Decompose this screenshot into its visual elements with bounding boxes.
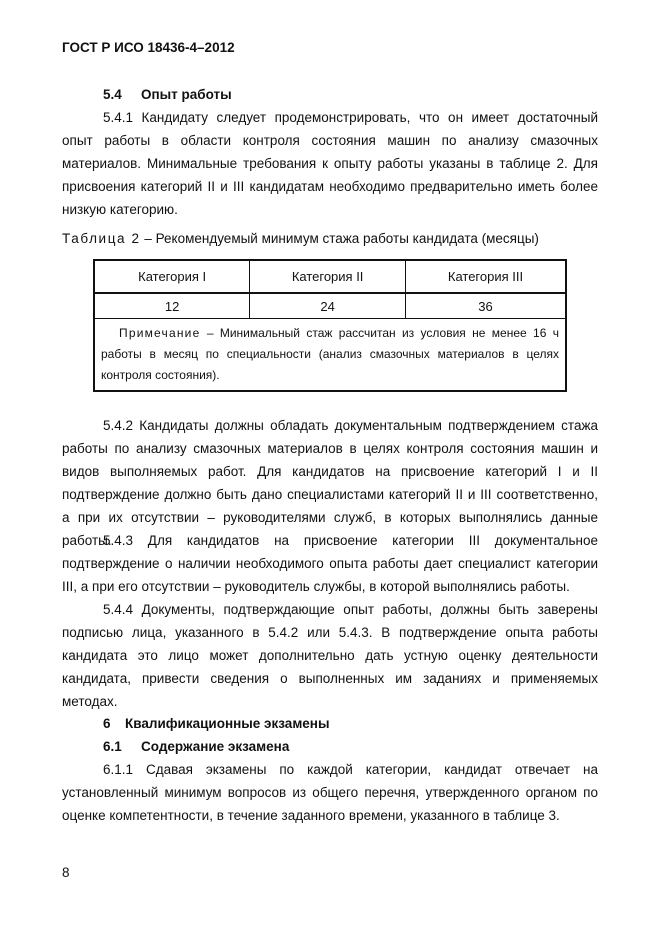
value-category-1: 12 [94, 293, 250, 319]
paragraph-5-4-1: 5.4.1 Кандидату следует продемонстрировать, что он имеет достаточный опыт работы в области контроля состояния машин по анализу смазочных материалов. Минимальные требования к опыту работы указаны в таблице 2. Для присвоения категорий II и III кандидатам необходимо предварительно иметь более низкую категорию. [62, 110, 598, 217]
paragraph-5-4-4: 5.4.4 Документы, подтверждающие опыт работы, должны быть заверены подписью лица, указанного в 5.4.2 или 5.4.3. В подтверждение опыта работы кандидата это лицо может дополнительно дать устную оценку деятельности кандидата, привести сведения о выполненных им заданиях и применяемых методах. [62, 602, 598, 709]
section-5-4-heading [103, 87, 232, 102]
experience-table [93, 259, 567, 392]
table-note-row [94, 319, 566, 392]
page-number: 8 [62, 865, 70, 880]
value-category-2: 24 [250, 293, 406, 319]
paragraph-5-4-2: 5.4.2 Кандидаты должны обладать документальным подтверждением стажа работы по анализу смазочных материалов в целях контроля состояния машин и видов выполняемых работ. Для кандидатов на присвоение категорий I и II подтверждение должно быть дано специалистами категорий II и III соответственно, а при их отсутствии – руководителями служб, в которых выполнялись данные работы. [62, 418, 598, 548]
value-category-3: 36 [406, 293, 567, 319]
section-5-4-title: Опыт работы [141, 87, 232, 102]
note-text: – Минимальный стаж рассчитан из условия не менее 16 ч работы в месяц по специальности (анализ смазочных материалов в целях контроля состояния). [101, 326, 559, 382]
section-6-title: Квалификационные экзамены [125, 716, 330, 731]
paragraph-6-1-1: 6.1.1 Сдавая экзамены по каждой категории, кандидат отвечает на установленный минимум вопросов из общего перечня, утвержденного органом по оценке компетентности, в течение заданного времени, указанного в таблице 3. [62, 762, 598, 823]
header-category-1: Категория I [94, 260, 250, 293]
section-6-1-title: Содержание экзамена [141, 739, 290, 754]
section-6-1-number: 6.1 [103, 739, 122, 754]
table-2-caption-text: – Рекомендуемый минимум стажа работы кандидата (месяцы) [140, 231, 539, 246]
header-category-3: Категория III [406, 260, 567, 293]
section-5-4-number: 5.4 [103, 87, 122, 102]
header-category-2: Категория II [250, 260, 406, 293]
table-note [94, 319, 566, 392]
paragraph-5-4-3: 5.4.3 Для кандидатов на присвоение категории III документальное подтверждение о наличии необходимого опыта работы дает специалист категории III, а при его отсутствии – руководитель службы, в которой выполнялись работы. [62, 533, 598, 594]
note-label: Примечание [119, 326, 201, 340]
document-id: ГОСТ Р ИСО 18436-4–2012 [62, 40, 235, 55]
section-6-heading [103, 716, 330, 731]
table-header-row [94, 260, 566, 293]
section-6-1-heading [103, 739, 289, 754]
section-6-number: 6 [103, 716, 111, 731]
table-2-caption [62, 231, 539, 246]
table-values-row [94, 293, 566, 319]
table-2-caption-prefix: Таблица 2 [62, 231, 141, 246]
